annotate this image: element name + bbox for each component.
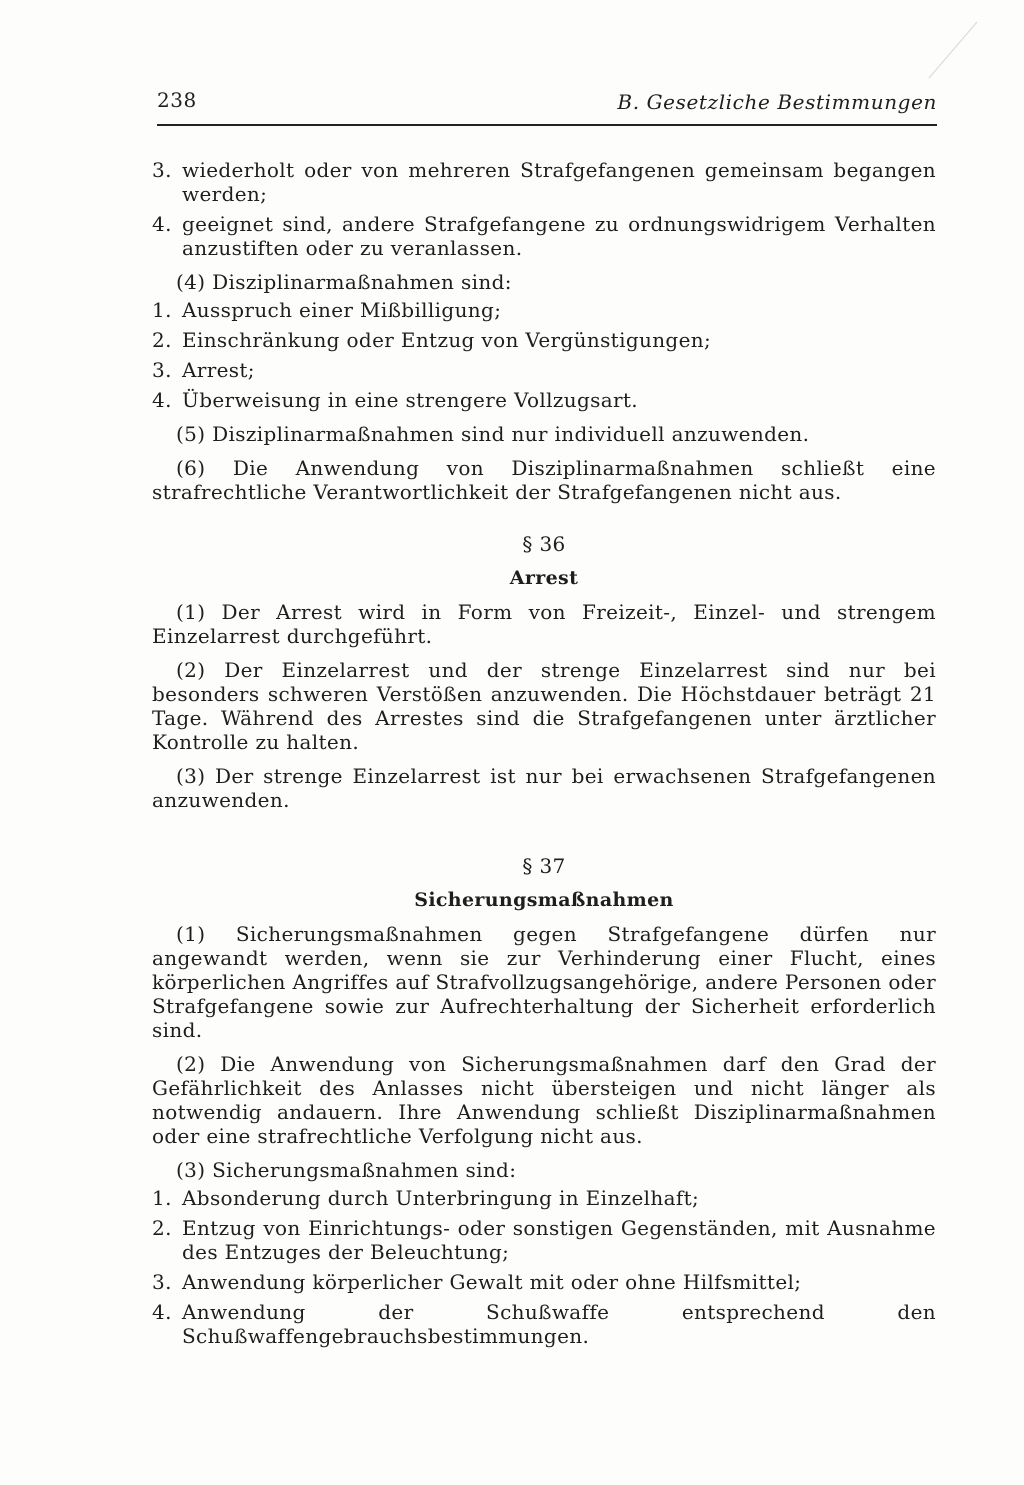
list-item [152,1270,936,1294]
header-rule [157,124,937,126]
list-item-text: Ausspruch einer Mißbilligung; [182,298,502,322]
list-item-number: 3. [152,1270,172,1294]
section-36-title: Arrest [509,567,579,589]
section-37-title: Sicherungsmaßnahmen [414,889,674,911]
list-item [152,358,936,382]
list-item-text: Anwendung körperlicher Gewalt mit oder ohne Hilfsmittel; [182,1270,802,1294]
list-item [152,158,936,206]
list-item-text: geeignet sind, andere Strafgefangene zu ordnungswidrigem Verhalten anzustiften oder zu veranlassen. [182,212,936,260]
section-37-paragraph-1: (1) Sicherungsmaßnahmen gegen Strafgefangene dürfen nur angewandt werden, wenn sie zur Verhinderung einer Flucht, eines körperlichen Angriffes auf Strafvollzugsangehörige, andere Personen oder Strafgefangene sowie zur Aufrechterhaltung der Sicherheit erforderlich sind. [152,922,936,1042]
list-item-text: Arrest; [182,358,255,382]
list-item-number: 1. [152,1186,172,1210]
page-body [152,158,936,1354]
list-item-text: Entzug von Einrichtungs- oder sonstigen Gegenständen, mit Ausnahme des Entzuges der Beleuchtung; [182,1216,936,1264]
paragraph-4-intro: (4) Disziplinarmaßnahmen sind: [176,270,512,294]
section-spacer [152,822,936,848]
list-item-number: 4. [152,388,172,412]
list-item-text: Anwendung der Schußwaffe entsprechend den Schußwaffengebrauchsbestimmungen. [182,1300,936,1348]
list-item-text: Einschränkung oder Entzug von Vergünstigungen; [182,328,712,352]
list-item [152,1216,936,1264]
list-item [152,1186,936,1210]
paragraph-5: (5) Disziplinarmaßnahmen sind nur individuell anzuwenden. [176,422,810,446]
list-item [152,298,936,322]
page-header [157,88,937,118]
section-36-paragraph-1: (1) Der Arrest wird in Form von Freizeit-, Einzel- und strengem Einzelarrest durchgeführt. [152,600,936,648]
section-37-paragraph-3-intro: (3) Sicherungsmaßnahmen sind: [176,1158,517,1182]
running-head: B. Gesetzliche Bestimmungen [617,90,937,114]
list-item [152,212,936,260]
list-item [152,1300,936,1348]
section-36-number: § 36 [522,532,566,556]
list-item-number: 1. [152,298,172,322]
list-item-number: 4. [152,1300,172,1324]
list-item [152,328,936,352]
section-36-paragraph-3: (3) Der strenge Einzelarrest ist nur bei erwachsenen Strafgefangenen anzuwenden. [152,764,936,812]
list-item [152,388,936,412]
list-item-text: Überweisung in eine strengere Vollzugsart. [182,388,639,412]
list-item-number: 4. [152,212,172,236]
list-item-number: 3. [152,158,172,182]
list-item-text: wiederholt oder von mehreren Strafgefangenen gemeinsam begangen werden; [182,158,936,206]
list-item-number: 3. [152,358,172,382]
paragraph-6: (6) Die Anwendung von Disziplinarmaßnahmen schließt eine strafrechtliche Verantwortlichkeit der Strafgefangenen nicht aus. [152,456,936,504]
page-corner-fold-mark [919,20,979,80]
section-36-paragraph-2: (2) Der Einzelarrest und der strenge Einzelarrest sind nur bei besonders schweren Verstößen anzuwenden. Die Höchstdauer beträgt 21 Tage. Während des Arrestes sind die Strafgefangenen unter ärztlicher Kontrolle zu halten. [152,658,936,754]
list-item-number: 2. [152,328,172,352]
section-37-paragraph-2: (2) Die Anwendung von Sicherungsmaßnahmen darf den Grad der Gefährlichkeit des Anlasses nicht übersteigen und nicht länger als notwendig andauern. Ihre Anwendung schließt Disziplinarmaßnahmen oder eine strafrechtliche Verfolgung nicht aus. [152,1052,936,1148]
page-number: 238 [157,88,197,112]
list-item-number: 2. [152,1216,172,1240]
section-37-number: § 37 [522,854,566,878]
list-item-text: Absonderung durch Unterbringung in Einzelhaft; [182,1186,700,1210]
